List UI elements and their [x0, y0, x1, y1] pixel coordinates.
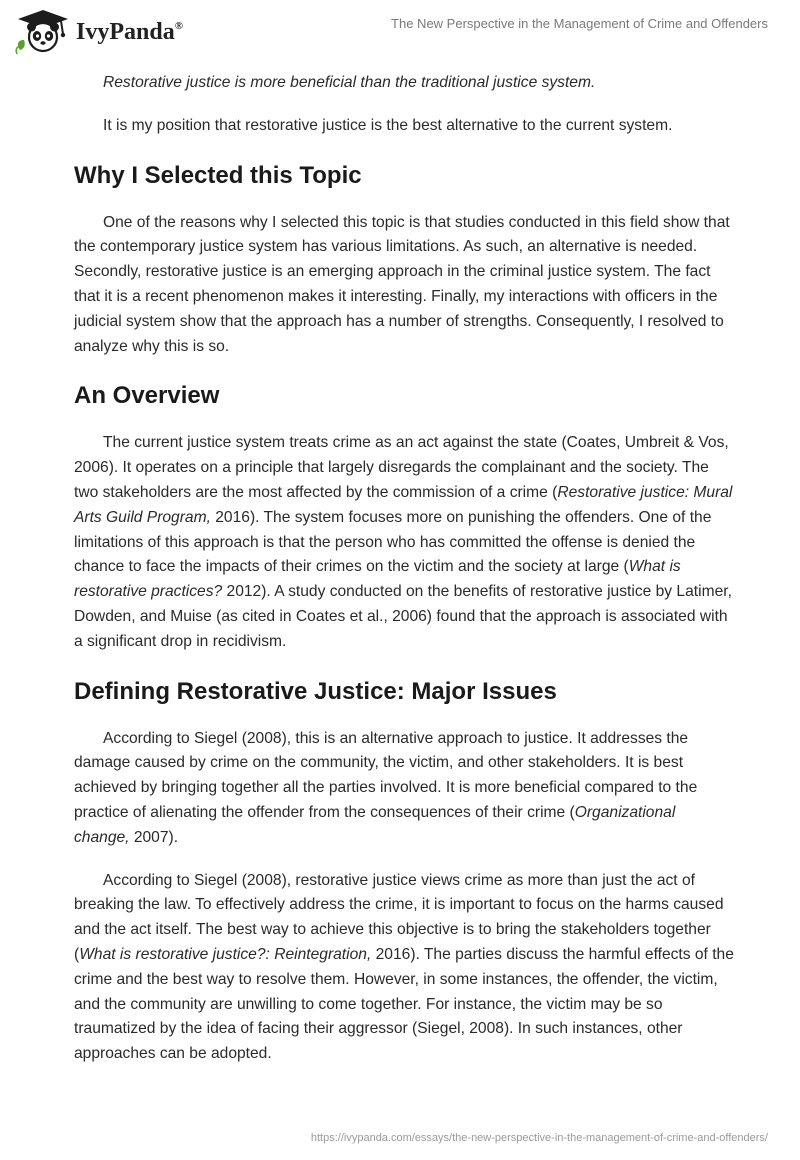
section-heading: Defining Restorative Justice: Major Issues — [74, 677, 557, 705]
document-title: The New Perspective in the Management of Crime and Offenders — [391, 16, 768, 31]
thesis-statement: Restorative justice is more beneficial than the traditional justice system. — [103, 74, 596, 91]
registered-mark: ® — [174, 20, 183, 32]
essay-body — [74, 71, 734, 1067]
citation-title: Restorative justice: Mural Arts Guild Program, — [74, 483, 733, 526]
citation-title: Organizational change, — [74, 803, 676, 846]
position-statement: It is my position that restorative justice is the best alternative to the current system. — [103, 116, 673, 134]
panda-graduate-icon — [14, 8, 72, 54]
paragraph: According to Siegel (2008), restorative justice views crime as more than just the act of breaking the law. To effectively address the crime, it is important to focus on the harms caused and the act itself. The best way to achieve this objective is to bring the stakeholders together (What is restorative justice?: Reintegration, 2016). The parties discuss the harmful effects of the crime and the best way to resolve them. However, in some instances, the offender, the victim, and the community are unwilling to come together. For instance, the victim may be so traumatized by the idea of facing their aggressor (Siegel, 2008). In such instances, other approaches can be adopted. — [74, 871, 734, 1063]
citation-title: What is restorative justice?: Reintegration, — [79, 945, 372, 963]
section-heading: Why I Selected this Topic — [74, 161, 362, 189]
logo-wordmark: IvyPanda® — [76, 19, 183, 45]
section-heading: An Overview — [74, 382, 220, 410]
source-url[interactable]: https://ivypanda.com/essays/the-new-perspective-in-the-management-of-crime-and-offenders/ — [310, 1132, 768, 1144]
ivypanda-logo[interactable] — [14, 8, 224, 58]
paragraph: One of the reasons why I selected this topic is that studies conducted in this field show that the contemporary justice system has various limitations. As such, an alternative is needed. Secondly, restorative justice is an emerging approach in the criminal justice system. The fact that it is a recent phenomenon makes it interesting. Finally, my interactions with officers in the judicial system show that the approach has a number of strengths. Consequently, I resolved to analyze why this is so. — [74, 213, 730, 355]
citation-title: What is restorative practices? — [74, 558, 681, 601]
paragraph: According to Siegel (2008), this is an alternative approach to justice. It addresses the damage caused by crime on the community, the victim, and other stakeholders. It is best achieved by bringing together all the parties involved. It is more beneficial compared to the practice of alienating the offender from the consequences of their crime (Organizational change, 2007). — [74, 729, 698, 846]
page-header — [0, 0, 800, 70]
paragraph: The current justice system treats crime as an act against the state (Coates, Umbreit & Vos, 2006). It operates on a principle that largely disregards the complainant and the society. The two stakeholders are the most affected by the commission of a crime (Restorative justice: Mural Arts Guild Program, 2016). The system focuses more on punishing the offenders. One of the limitations of this approach is that the person who has committed the offense is denied the chance to face the impacts of their crimes on the victim and the society at large (What is restorative practices? 2012). A study conducted on the benefits of restorative justice by Latimer, Dowden, and Muise (as cited in Coates et al., 2006) found that the approach is associated with a significant drop in recidivism. — [74, 434, 733, 650]
